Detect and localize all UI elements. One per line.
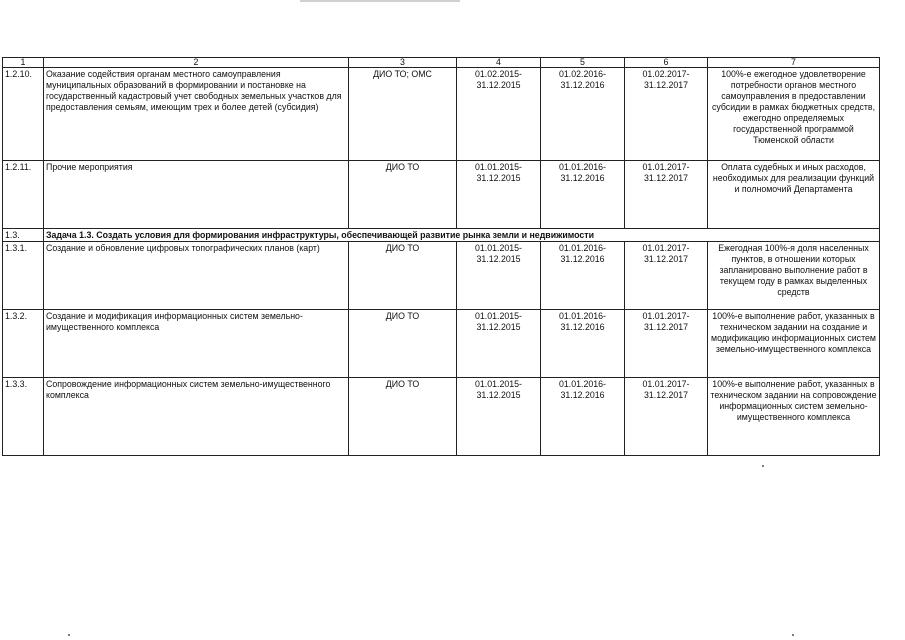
scan-speck [792,634,794,636]
activity-name: Создание и обновление цифровых топографических планов (карт) [44,242,349,310]
period-2015: 01.01.2015-31.12.2015 [457,242,541,310]
col-header-4: 4 [457,58,541,68]
col-header-3: 3 [349,58,457,68]
activity-name: Прочие мероприятия [44,161,349,229]
period-2015: 01.01.2015-31.12.2015 [457,310,541,378]
executor: ДИО ТО [349,378,457,456]
expected-result: Оплата судебных и иных расходов, необходимых для реализации функций и полномочий Департамента [708,161,880,229]
period-2015: 01.01.2015-31.12.2015 [457,378,541,456]
executor: ДИО ТО; ОМС [349,68,457,161]
period-2015: 01.01.2015-31.12.2015 [457,161,541,229]
col-header-1: 1 [3,58,44,68]
col-header-5: 5 [541,58,625,68]
row-number: 1.3.1. [3,242,44,310]
col-header-7: 7 [708,58,880,68]
expected-result: 100%-е ежегодное удовлетворение потребности органов местного самоуправления в предоставлении субсидии в рамках бюджетных средств, ежегодно определяемых государственной программой Тюменской области [708,68,880,161]
period-2016: 01.01.2016-31.12.2016 [541,378,625,456]
row-number: 1.2.11. [3,161,44,229]
period-2017: 01.02.2017-31.12.2017 [625,68,708,161]
period-2016: 01.01.2016-31.12.2016 [541,242,625,310]
period-2017: 01.01.2017-31.12.2017 [625,310,708,378]
table-row [3,68,880,161]
executor: ДИО ТО [349,242,457,310]
scan-artifact-line [300,0,460,2]
program-activities-table [2,57,880,456]
task-header-row [3,229,880,242]
task-number: 1.3. [3,229,44,242]
period-2016: 01.01.2016-31.12.2016 [541,161,625,229]
period-2015: 01.02.2015-31.12.2015 [457,68,541,161]
period-2016: 01.02.2016-31.12.2016 [541,68,625,161]
expected-result: Ежегодная 100%-я доля населенных пунктов, в отношении которых запланировано выполнение работ в текущем году в рамках выделенных средств [708,242,880,310]
col-header-6: 6 [625,58,708,68]
expected-result: 100%-е выполнение работ, указанных в техническом задании на создание и модификацию информационных систем земельно-имущественного комплекса [708,310,880,378]
row-number: 1.3.3. [3,378,44,456]
period-2016: 01.01.2016-31.12.2016 [541,310,625,378]
period-2017: 01.01.2017-31.12.2017 [625,378,708,456]
table-row [3,378,880,456]
executor: ДИО ТО [349,310,457,378]
executor: ДИО ТО [349,161,457,229]
period-2017: 01.01.2017-31.12.2017 [625,161,708,229]
task-title: Задача 1.3. Создать условия для формирования инфраструктуры, обеспечивающей развитие рынка земли и недвижимости [44,229,880,242]
activity-name: Оказание содействия органам местного самоуправления муниципальных образований в формировании и постановке на государственный кадастровый учет свободных земельных участков для предоставления семьям, имеющим трех и более детей (субсидия) [44,68,349,161]
activity-name: Создание и модификация информационных систем земельно-имущественного комплекса [44,310,349,378]
activity-name: Сопровождение информационных систем земельно-имущественного комплекса [44,378,349,456]
column-numbers-row [3,58,880,68]
table-row [3,161,880,229]
row-number: 1.3.2. [3,310,44,378]
table-row [3,242,880,310]
row-number: 1.2.10. [3,68,44,161]
col-header-2: 2 [44,58,349,68]
scan-speck [68,634,70,636]
expected-result: 100%-е выполнение работ, указанных в техническом задании на сопровождение информационных систем земельно-имущественного комплекса [708,378,880,456]
table-row [3,310,880,378]
period-2017: 01.01.2017-31.12.2017 [625,242,708,310]
scan-speck [762,465,764,467]
